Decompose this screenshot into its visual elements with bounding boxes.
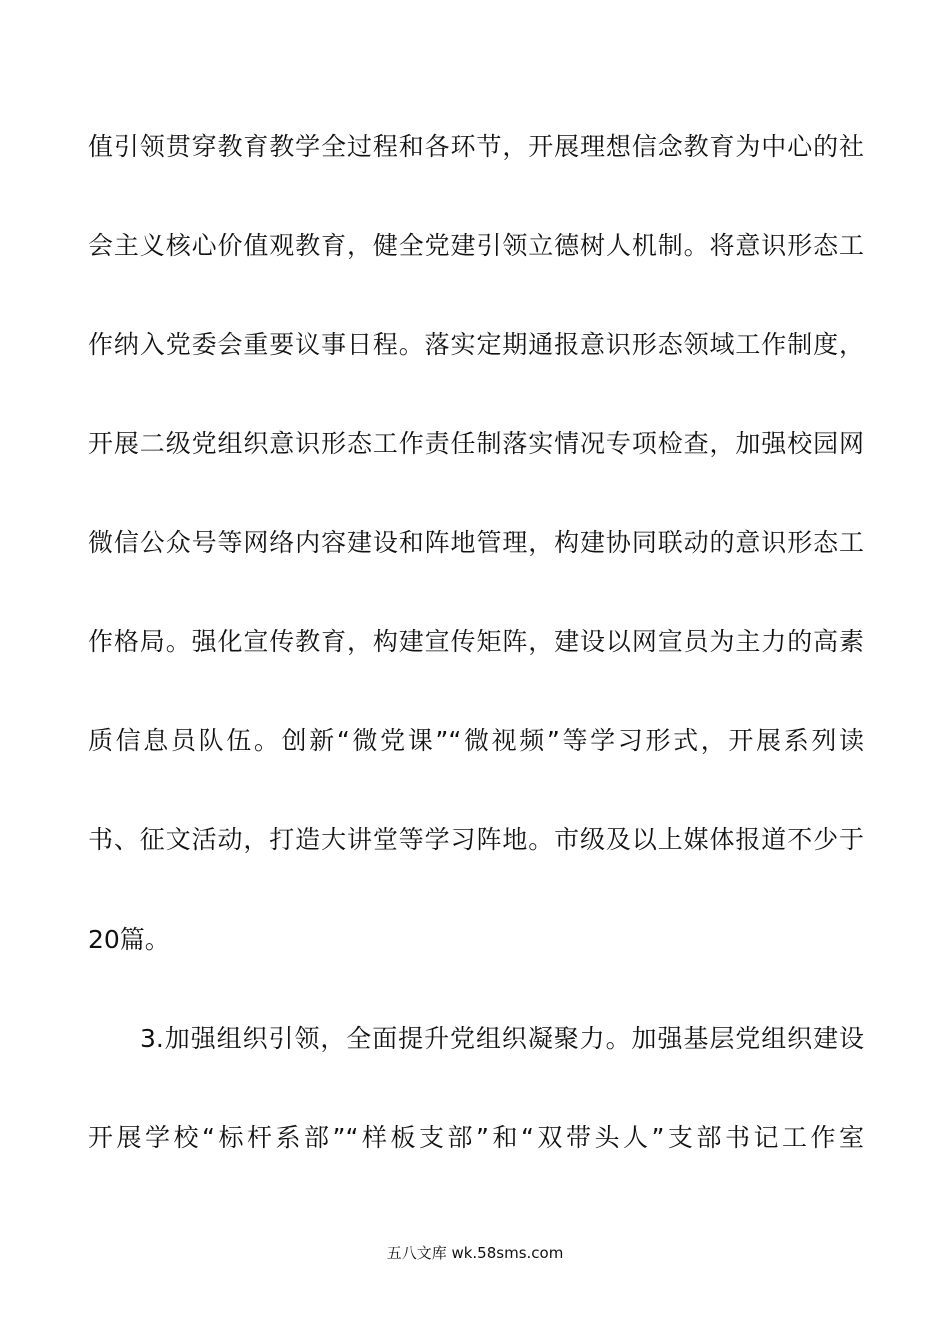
section-heading-line: 3.加强组织引领，全面提升党组织凝聚力。加强基层党组织建设 bbox=[140, 1024, 864, 1053]
footer-watermark: 五八文库 wk.58sms.com bbox=[386, 1244, 564, 1262]
body-text-line: 开展二级党组织意识形态工作责任制落实情况专项检查，加强校园网 bbox=[88, 429, 864, 458]
body-text-line: 会主义核心价值观教育，健全党建引领立德树人机制。将意识形态工 bbox=[88, 231, 864, 260]
body-text-line: 微信公众号等网络内容建设和阵地管理，构建协同联动的意识形态工 bbox=[88, 528, 864, 557]
body-text-line: 作纳入党委会重要议事日程。落实定期通报意识形态领域工作制度， bbox=[88, 330, 864, 359]
body-text-line: 开展学校“标杆系部”“样板支部”和“双带头人”支部书记工作室 bbox=[88, 1123, 864, 1152]
body-text-line: 书、征文活动，打造大讲堂等学习阵地。市级及以上媒体报道不少于 bbox=[88, 825, 864, 854]
body-text-line: 值引领贯穿教育教学全过程和各环节，开展理想信念教育为中心的社 bbox=[88, 132, 864, 161]
body-text-line: 作格局。强化宣传教育，构建宣传矩阵，建设以网宣员为主力的高素 bbox=[88, 627, 864, 656]
body-text-line: 质信息员队伍。创新“微党课”“微视频”等学习形式，开展系列读 bbox=[88, 726, 864, 755]
body-text-line: 20篇。 bbox=[88, 925, 170, 954]
